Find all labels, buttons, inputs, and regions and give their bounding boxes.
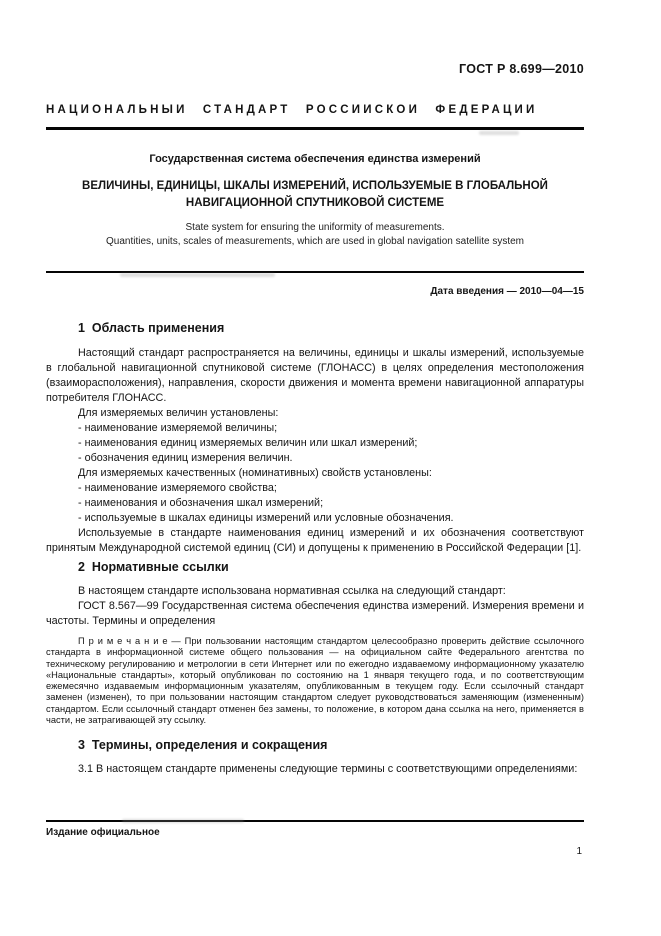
paragraph: Используемые в стандарте наименования единиц измерений и их обозначения соответствуют принятым Международной системой единиц (СИ) и допущены к применению в Российской Федерации [1]. (46, 527, 584, 554)
paragraph: 3.1 В настоящем стандарте применены следующие термины с соответствующими определениями: (78, 763, 578, 776)
note-paragraph: П р и м е ч а н и е — При пользовании настоящим стандартом целесообразно проверить действие ссылочного стандарта в информационной системе общего пользования — на официальном сайте Федерального агентства по техническому регулированию и метрологии в сети Интернет или по ежегодно издаваемому информационному указателю «Национальные стандарты», который опубликован по состоянию на 1 января текущего года, и по соответствующим ежемесячно издаваемым информационным указателям, опубликованным в текущем году. Если ссылочный стандарт заменен (изменен), то при пользовании настоящим стандартом следует руководствоваться заменяющим (измененным) стандартом. Если ссылочный стандарт отменен без замены, то положение, в котором дана ссылка на него, применяется в части, не затрагивающей эту ссылку. (46, 636, 584, 726)
section-heading-scope: 1 Область применения (78, 321, 225, 335)
section-heading-terms: 3 Термины, определения и сокращения (78, 738, 328, 753)
list-item: - наименование измеряемой величины; (78, 422, 278, 434)
paragraph: Настоящий стандарт распространяется на величины, единицы и шкалы измерений, используемые в глобальной навигационной спутниковой системе (ГЛОНАСС) в целях определения местоположения (взаиморасположения), направления, скорости движения и момента времени навигационной аппаратуры потребителя ГЛОНАСС. (46, 347, 584, 404)
document-body (46, 320, 584, 777)
scan-artifact (479, 131, 519, 135)
page-number: 1 (576, 846, 582, 857)
document-title-line2: НАВИГАЦИОННОЙ СПУТНИКОВОЙ СИСТЕМЕ (185, 197, 445, 209)
national-standard-banner: НАЦИОНАЛЬНЫЙ СТАНДАРТ РОССИЙСКОЙ ФЕДЕРАЦИИ (46, 104, 538, 116)
english-title-line1: State system for ensuring the uniformity of measurements. (185, 222, 445, 233)
document-title-line1: ВЕЛИЧИНЫ, ЕДИНИЦЫ, ШКАЛЫ ИЗМЕРЕНИЙ, ИСПОЛЬЗУЕМЫЕ В ГЛОБАЛЬНОЙ (82, 180, 548, 192)
list-item: - используемые в шкалах единицы измерений или условные обозначения. (78, 512, 454, 524)
paragraph: ГОСТ 8.567—99 Государственная система обеспечения единства измерений. Измерения времени и частоты. Термины и определения (46, 600, 584, 627)
paragraph: Для измеряемых качественных (номинативных) свойств установлены: (78, 467, 432, 479)
header-rule (46, 127, 584, 130)
edition-note: Издание официальное (46, 827, 160, 838)
effective-date: Дата введения — 2010—04—15 (430, 286, 584, 297)
list-item: - наименование измеряемого свойства; (78, 482, 277, 494)
list-item: - наименования единиц измеряемых величин или шкал измерений; (78, 437, 418, 449)
scan-artifact (120, 273, 275, 277)
doc-number: ГОСТ Р 8.699—2010 (459, 62, 584, 76)
english-title-line2: Quantities, units, scales of measurements, which are used in global navigation satellite system (106, 235, 524, 247)
document-title (46, 178, 584, 212)
scan-artifact (122, 819, 244, 823)
paragraph: В настоящем стандарте использована нормативная ссылка на следующий стандарт: (78, 585, 506, 597)
english-title (46, 221, 584, 248)
paragraph: Для измеряемых величин установлены: (78, 407, 279, 419)
section-heading-normative-refs: 2 Нормативные ссылки (78, 560, 229, 574)
list-item: - наименования и обозначения шкал измерений; (78, 497, 324, 509)
system-title: Государственная система обеспечения единства измерений (149, 153, 481, 165)
list-item: - обозначения единиц измерения величин. (78, 452, 293, 464)
